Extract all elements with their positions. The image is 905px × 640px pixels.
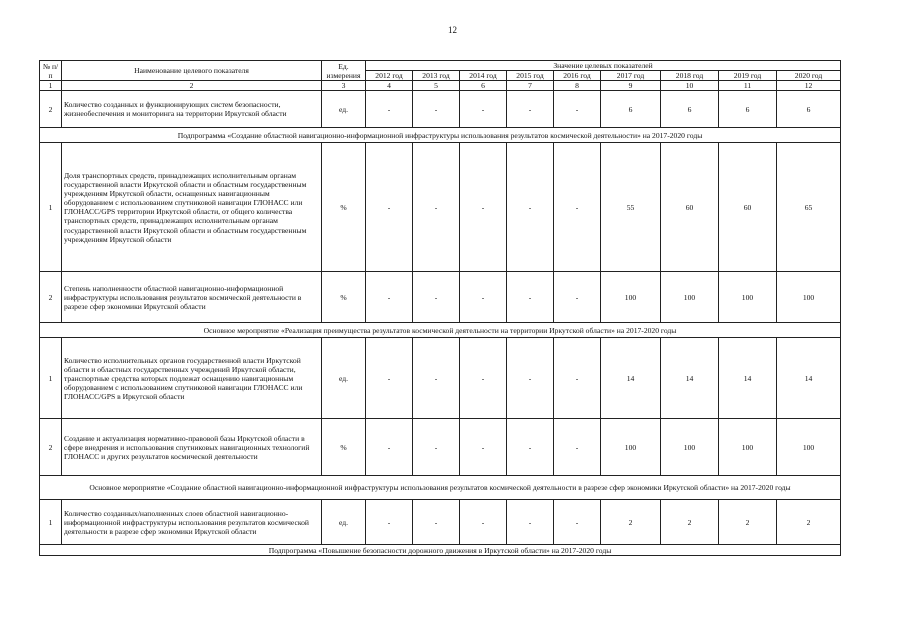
header-year: 2016 год: [554, 71, 601, 81]
indicator-value: -: [507, 338, 554, 419]
indicator-value: 2: [601, 500, 661, 545]
indicator-value: -: [554, 143, 601, 272]
section-heading-row: [40, 545, 841, 556]
indicator-value: -: [460, 419, 507, 476]
indicator-value: -: [460, 338, 507, 419]
column-number: 3: [322, 81, 366, 91]
indicator-value: 100: [777, 419, 841, 476]
column-number: 1: [40, 81, 62, 91]
indicator-row: [40, 272, 841, 323]
indicator-value: -: [366, 419, 413, 476]
indicator-value: -: [554, 91, 601, 128]
header-year: 2013 год: [413, 71, 460, 81]
indicator-value: -: [507, 91, 554, 128]
header-year: 2019 год: [719, 71, 777, 81]
indicator-value: 2: [719, 500, 777, 545]
indicator-row: [40, 91, 841, 128]
indicator-number: 2: [40, 419, 62, 476]
indicator-number: 1: [40, 500, 62, 545]
indicator-value: -: [413, 272, 460, 323]
header-values-group: Значение целевых показателей: [366, 61, 841, 71]
indicator-value: 6: [777, 91, 841, 128]
indicator-row: [40, 419, 841, 476]
indicator-value: -: [460, 272, 507, 323]
indicator-unit: %: [322, 272, 366, 323]
indicator-name: Создание и актуализация нормативно-правовой базы Иркутской области в сфере внедрения и использования спутниковых навигационных технологий ГЛОНАСС и других результатов космической деятельности: [62, 419, 322, 476]
indicator-value: 100: [777, 272, 841, 323]
indicator-value: -: [413, 500, 460, 545]
indicator-value: 100: [601, 419, 661, 476]
target-indicators-table: [39, 60, 841, 556]
indicator-value: -: [554, 419, 601, 476]
section-heading: Основное мероприятие «Создание областной навигационно-информационной инфраструктуры использования результатов космической деятельности в разрезе сфер экономики Иркутской области» на 2017-2020 годы: [40, 476, 841, 500]
indicator-value: 100: [719, 272, 777, 323]
indicator-value: 2: [661, 500, 719, 545]
indicator-name: Количество созданных и функционирующих систем безопасности, жизнеобеспечения и мониторинга на территории Иркутской области: [62, 91, 322, 128]
indicator-value: 14: [601, 338, 661, 419]
indicator-value: -: [460, 500, 507, 545]
section-heading: Подпрограмма «Создание областной навигационно-информационной инфраструктуры использования результатов космической деятельности» на 2017-2020 годы: [40, 128, 841, 143]
section-heading-row: [40, 128, 841, 143]
indicator-value: 100: [661, 419, 719, 476]
indicator-value: -: [366, 338, 413, 419]
indicator-unit: %: [322, 419, 366, 476]
indicator-value: -: [366, 500, 413, 545]
page-number: 12: [448, 25, 457, 35]
indicator-value: -: [366, 91, 413, 128]
header-year: 2020 год: [777, 71, 841, 81]
header-row-top: [40, 61, 841, 71]
indicator-value: -: [507, 419, 554, 476]
indicator-value: -: [413, 91, 460, 128]
indicator-value: 55: [601, 143, 661, 272]
indicator-unit: %: [322, 143, 366, 272]
indicator-name: Доля транспортных средств, принадлежащих исполнительным органам государственной власти Иркутской области и областным государственным учреждениям Иркутской области, оснащенных навигационным оборудованием с использованием спутниковой навигации ГЛОНАСС или ГЛОНАСС/GPS территории Иркутской области, от общего количества транспортных средств, принадлежащих исполнительным органам государственной власти Иркутской области и областным государственным учреждениям Иркутской области: [62, 143, 322, 272]
indicator-unit: ед.: [322, 338, 366, 419]
indicator-value: -: [460, 143, 507, 272]
indicator-name: Количество исполнительных органов государственной власти Иркутской области и областных государственных учреждений Иркутской области, транспортные средства которых подлежат оснащению навигационным оборудованием с использованием спутниковой навигации ГЛОНАСС или ГЛОНАСС/GPS в Иркутской области: [62, 338, 322, 419]
section-heading: Подпрограмма «Повышение безопасности дорожного движения в Иркутской области» на 2017-2020 годы: [40, 545, 841, 556]
column-numbers-row: [40, 81, 841, 91]
indicator-value: 100: [661, 272, 719, 323]
indicator-value: -: [460, 91, 507, 128]
column-number: 7: [507, 81, 554, 91]
section-heading: Основное мероприятие «Реализация преимущества результатов космической деятельности на территории Иркутской области» на 2017-2020 годы: [40, 323, 841, 338]
header-year: 2018 год: [661, 71, 719, 81]
header-year: 2015 год: [507, 71, 554, 81]
indicator-value: 60: [719, 143, 777, 272]
indicator-value: 6: [719, 91, 777, 128]
indicator-value: 14: [777, 338, 841, 419]
column-number: 9: [601, 81, 661, 91]
indicator-name: Степень наполненности областной навигационно-информационной инфраструктуры использования результатов космической деятельности в разрезе сфер экономики Иркутской области: [62, 272, 322, 323]
indicator-value: -: [554, 338, 601, 419]
indicator-unit: ед.: [322, 91, 366, 128]
column-number: 10: [661, 81, 719, 91]
indicator-number: 2: [40, 91, 62, 128]
column-number: 11: [719, 81, 777, 91]
indicator-value: -: [413, 143, 460, 272]
indicator-value: 65: [777, 143, 841, 272]
header-year: 2014 год: [460, 71, 507, 81]
indicator-unit: ед.: [322, 500, 366, 545]
column-number: 2: [62, 81, 322, 91]
indicator-value: -: [554, 500, 601, 545]
indicator-number: 1: [40, 338, 62, 419]
indicator-value: -: [366, 272, 413, 323]
indicator-value: -: [507, 143, 554, 272]
indicator-value: -: [554, 272, 601, 323]
indicator-name: Количество созданных/наполненных слоев областной навигационно-информационной инфраструктуры использования результатов космической деятельности в разрезе сфер экономики Иркутской области: [62, 500, 322, 545]
header-no: № п/п: [40, 61, 62, 81]
header-name: Наименование целевого показателя: [62, 61, 322, 81]
indicator-value: 100: [601, 272, 661, 323]
header-unit: Ед. измерения: [322, 61, 366, 81]
section-heading-row: [40, 476, 841, 500]
indicator-value: 14: [661, 338, 719, 419]
section-heading-row: [40, 323, 841, 338]
indicator-value: 14: [719, 338, 777, 419]
column-number: 6: [460, 81, 507, 91]
indicator-value: -: [413, 338, 460, 419]
column-number: 8: [554, 81, 601, 91]
indicator-value: -: [507, 500, 554, 545]
column-number: 5: [413, 81, 460, 91]
column-number: 12: [777, 81, 841, 91]
indicator-row: [40, 500, 841, 545]
column-number: 4: [366, 81, 413, 91]
indicator-value: -: [507, 272, 554, 323]
header-year: 2012 год: [366, 71, 413, 81]
indicator-value: 60: [661, 143, 719, 272]
indicator-value: -: [413, 419, 460, 476]
indicator-value: 6: [661, 91, 719, 128]
indicator-value: 6: [601, 91, 661, 128]
indicator-number: 2: [40, 272, 62, 323]
indicator-number: 1: [40, 143, 62, 272]
indicator-value: 2: [777, 500, 841, 545]
indicator-value: -: [366, 143, 413, 272]
indicator-row: [40, 143, 841, 272]
header-year: 2017 год: [601, 71, 661, 81]
indicator-row: [40, 338, 841, 419]
indicator-value: 100: [719, 419, 777, 476]
